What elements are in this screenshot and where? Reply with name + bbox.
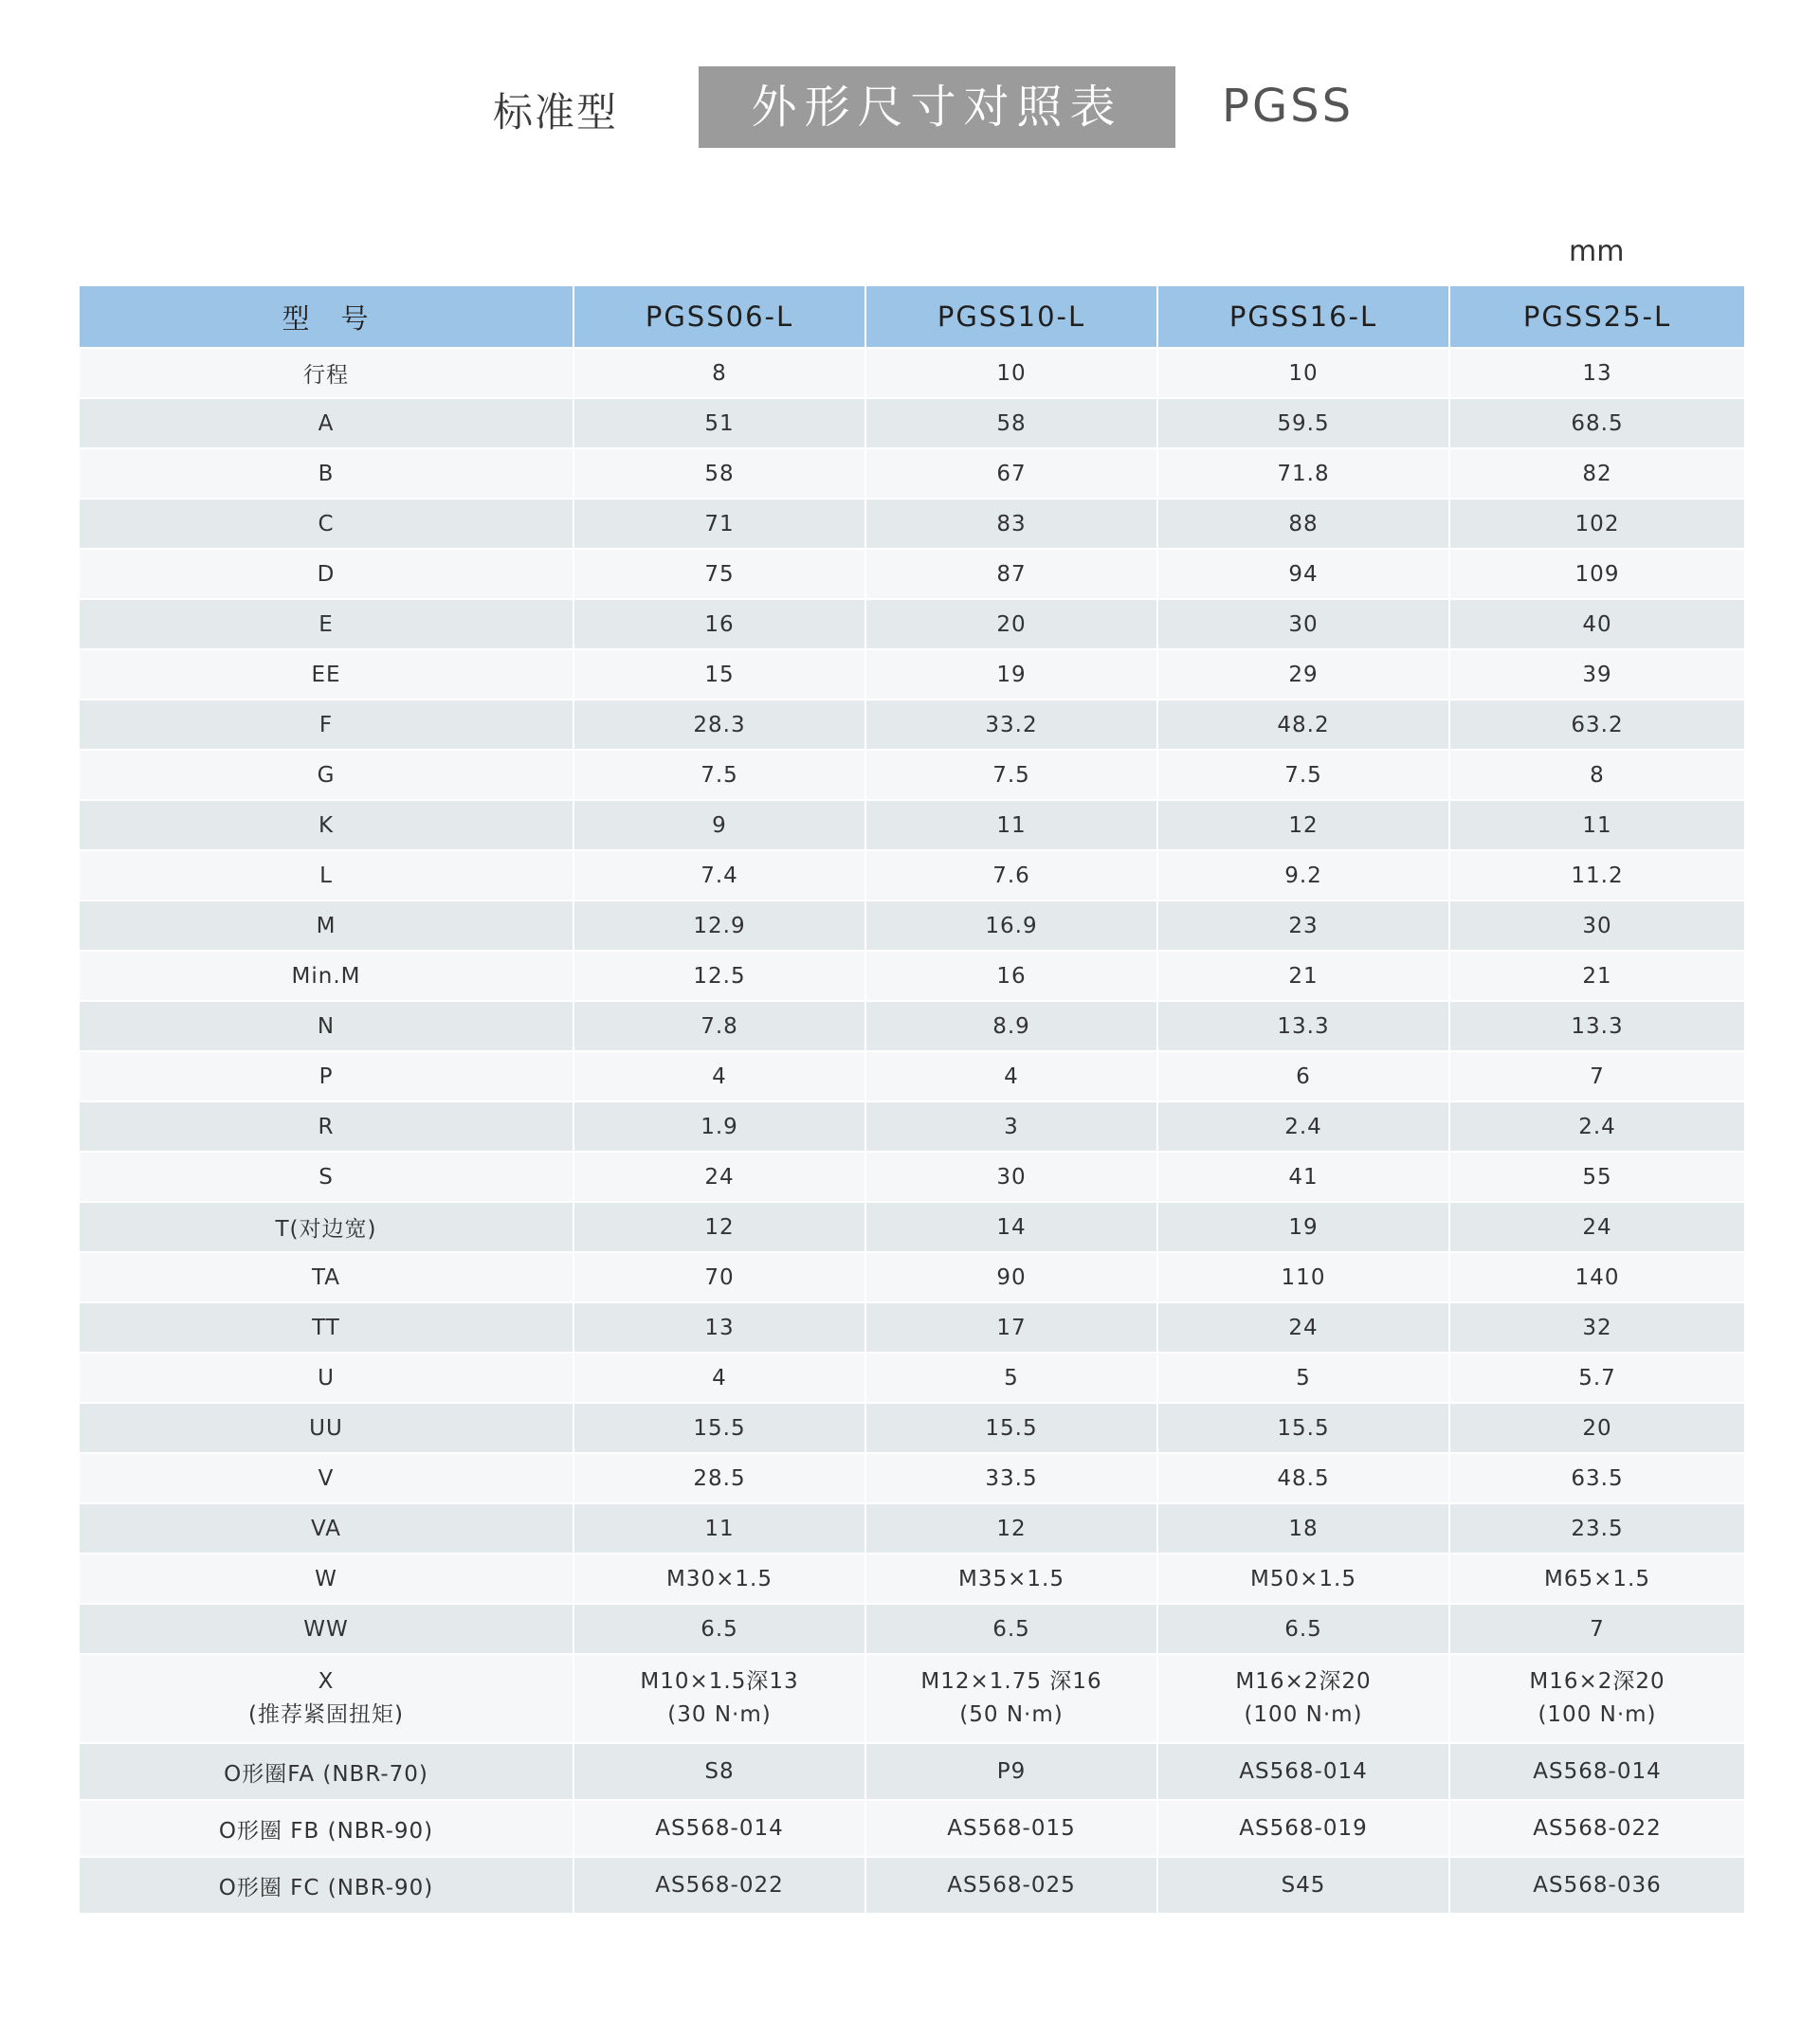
table-row <box>80 1251 1744 1301</box>
table-row <box>80 1603 1744 1653</box>
table-cell: 140 <box>1450 1251 1744 1301</box>
table-row <box>80 1301 1744 1352</box>
table-cell: 59.5 <box>1158 397 1450 447</box>
table-row <box>80 1799 1744 1856</box>
row-label: U <box>80 1352 574 1402</box>
table-cell: 1.9 <box>574 1100 866 1151</box>
table-cell: 10 <box>866 347 1158 397</box>
row-label: TT <box>80 1301 574 1352</box>
row-label-line: X <box>318 1669 335 1694</box>
series-type-label: 标准型 <box>493 89 619 136</box>
cell-thread-spec: M12×1.75 深16 <box>920 1669 1102 1694</box>
table-cell: 15 <box>574 648 866 699</box>
cell-torque: (100 N·m) <box>1538 1702 1657 1727</box>
table-cell: 33.2 <box>866 699 1158 749</box>
table-cell: 24 <box>1450 1201 1744 1251</box>
table-cell: 19 <box>1158 1201 1450 1251</box>
table-cell: 2.4 <box>1450 1100 1744 1151</box>
table-cell: 8 <box>574 347 866 397</box>
table-row <box>80 397 1744 447</box>
table-row <box>80 1050 1744 1100</box>
row-label: 行程 <box>80 347 574 397</box>
table-cell: 29 <box>1158 648 1450 699</box>
table-cell: 20 <box>866 598 1158 648</box>
table-cell: AS568-036 <box>1450 1856 1744 1913</box>
table-cell: 15.5 <box>574 1402 866 1452</box>
column-header-model: 型 号 <box>80 286 574 347</box>
table-cell: 48.2 <box>1158 699 1450 749</box>
table-cell: 6 <box>1158 1050 1450 1100</box>
unit-label: mm <box>1569 235 1625 268</box>
column-header: PGSS10-L <box>866 286 1158 347</box>
table-cell: AS568-015 <box>866 1799 1158 1856</box>
table-row <box>80 950 1744 1000</box>
row-label: G <box>80 749 574 799</box>
table-cell: AS568-014 <box>1158 1742 1450 1799</box>
table-cell: 24 <box>1158 1301 1450 1352</box>
cell-torque: (50 N·m) <box>959 1702 1064 1727</box>
table-row <box>80 1553 1744 1603</box>
table-row <box>80 1742 1744 1799</box>
table-cell: 9 <box>574 799 866 849</box>
table-cell: 75 <box>574 548 866 598</box>
table-cell: 30 <box>1450 900 1744 950</box>
cell-thread-spec: M10×1.5深13 <box>640 1669 799 1694</box>
table-cell: 6.5 <box>574 1603 866 1653</box>
row-label: VA <box>80 1502 574 1553</box>
table-row <box>80 1201 1744 1251</box>
table-cell: 21 <box>1450 950 1744 1000</box>
table-row <box>80 498 1744 548</box>
table-row <box>80 1402 1744 1452</box>
table-cell: 40 <box>1450 598 1744 648</box>
row-label: P <box>80 1050 574 1100</box>
table-cell <box>1158 1653 1450 1742</box>
row-label: V <box>80 1452 574 1502</box>
table-cell: 5 <box>1158 1352 1450 1402</box>
table-cell: P9 <box>866 1742 1158 1799</box>
table-cell: 7 <box>1450 1050 1744 1100</box>
page-title-banner: 外形尺寸对照表 <box>699 66 1175 148</box>
table-row <box>80 1502 1744 1553</box>
table-cell: M65×1.5 <box>1450 1553 1744 1603</box>
table-cell: 5.7 <box>1450 1352 1744 1402</box>
table-cell: M50×1.5 <box>1158 1553 1450 1603</box>
table-cell: 102 <box>1450 498 1744 548</box>
row-label: O形圈 FC (NBR-90) <box>80 1856 574 1913</box>
table-cell: 55 <box>1450 1151 1744 1201</box>
table-cell: 39 <box>1450 648 1744 699</box>
table-cell: 12.5 <box>574 950 866 1000</box>
table-cell: 7.5 <box>1158 749 1450 799</box>
table-cell: 30 <box>1158 598 1450 648</box>
table-cell: S8 <box>574 1742 866 1799</box>
table-cell: 4 <box>866 1050 1158 1100</box>
table-row <box>80 749 1744 799</box>
table-cell: 30 <box>866 1151 1158 1201</box>
table-cell: 2.4 <box>1158 1100 1450 1151</box>
table-cell: 15.5 <box>1158 1402 1450 1452</box>
table-cell: 70 <box>574 1251 866 1301</box>
table-row <box>80 1856 1744 1913</box>
table-cell: S45 <box>1158 1856 1450 1913</box>
table-cell: 4 <box>574 1050 866 1100</box>
table-cell <box>866 1653 1158 1742</box>
table-cell: 10 <box>1158 347 1450 397</box>
table-cell: 3 <box>866 1100 1158 1151</box>
row-label: L <box>80 849 574 900</box>
table-cell: 71 <box>574 498 866 548</box>
table-cell: AS568-014 <box>1450 1742 1744 1799</box>
table-cell: 13.3 <box>1450 1000 1744 1050</box>
table-cell: 7 <box>1450 1603 1744 1653</box>
table-cell: 68.5 <box>1450 397 1744 447</box>
row-label-note: (推荐紧固扭矩) <box>248 1702 404 1727</box>
table-cell: 110 <box>1158 1251 1450 1301</box>
table-row-x <box>80 1653 1744 1742</box>
table-cell: 11.2 <box>1450 849 1744 900</box>
table-cell: 13 <box>1450 347 1744 397</box>
row-label <box>80 1653 574 1742</box>
row-label: UU <box>80 1402 574 1452</box>
table-row <box>80 1452 1744 1502</box>
table-cell: 63.5 <box>1450 1452 1744 1502</box>
table-row <box>80 849 1744 900</box>
table-cell: 20 <box>1450 1402 1744 1452</box>
table-cell: 7.5 <box>866 749 1158 799</box>
table-cell: 71.8 <box>1158 447 1450 498</box>
table-cell: 9.2 <box>1158 849 1450 900</box>
row-label: B <box>80 447 574 498</box>
table-cell: 82 <box>1450 447 1744 498</box>
row-label: O形圈FA (NBR-70) <box>80 1742 574 1799</box>
row-label: F <box>80 699 574 749</box>
table-cell: 6.5 <box>866 1603 1158 1653</box>
table-cell: 11 <box>1450 799 1744 849</box>
page-header <box>0 66 1820 150</box>
row-label: TA <box>80 1251 574 1301</box>
row-label: K <box>80 799 574 849</box>
table-cell: 109 <box>1450 548 1744 598</box>
table-cell: 12 <box>574 1201 866 1251</box>
table-cell: M35×1.5 <box>866 1553 1158 1603</box>
dimension-table <box>80 286 1744 1913</box>
table-cell: 23 <box>1158 900 1450 950</box>
row-label: Min.M <box>80 950 574 1000</box>
table-row <box>80 447 1744 498</box>
table-cell: AS568-022 <box>1450 1799 1744 1856</box>
table-cell: 83 <box>866 498 1158 548</box>
column-header: PGSS16-L <box>1158 286 1450 347</box>
table-cell: AS568-019 <box>1158 1799 1450 1856</box>
table-cell: 51 <box>574 397 866 447</box>
table-cell: 58 <box>866 397 1158 447</box>
table-cell: 8 <box>1450 749 1744 799</box>
series-name: PGSS <box>1222 80 1355 133</box>
table-cell: 48.5 <box>1158 1452 1450 1502</box>
table-cell: 90 <box>866 1251 1158 1301</box>
row-label: D <box>80 548 574 598</box>
row-label: M <box>80 900 574 950</box>
table-row <box>80 1000 1744 1050</box>
table-cell <box>574 1653 866 1742</box>
table-cell: 12.9 <box>574 900 866 950</box>
table-cell: 94 <box>1158 548 1450 598</box>
table-row <box>80 548 1744 598</box>
table-cell: 58 <box>574 447 866 498</box>
row-label: O形圈 FB (NBR-90) <box>80 1799 574 1856</box>
table-cell: 32 <box>1450 1301 1744 1352</box>
table-row <box>80 900 1744 950</box>
table-row <box>80 799 1744 849</box>
cell-thread-spec: M16×2深20 <box>1529 1669 1665 1694</box>
table-row <box>80 1352 1744 1402</box>
table-cell: 87 <box>866 548 1158 598</box>
table-cell: 13 <box>574 1301 866 1352</box>
table-cell: 13.3 <box>1158 1000 1450 1050</box>
table-cell: 21 <box>1158 950 1450 1000</box>
table-cell: 12 <box>1158 799 1450 849</box>
row-label: W <box>80 1553 574 1603</box>
column-header: PGSS06-L <box>574 286 866 347</box>
table-row <box>80 1100 1744 1151</box>
row-label: S <box>80 1151 574 1201</box>
table-cell: 16 <box>574 598 866 648</box>
cell-thread-spec: M16×2深20 <box>1235 1669 1372 1694</box>
row-label: C <box>80 498 574 548</box>
table-row <box>80 699 1744 749</box>
table-cell: 4 <box>574 1352 866 1402</box>
table-cell: 18 <box>1158 1502 1450 1553</box>
cell-torque: (30 N·m) <box>667 1702 772 1727</box>
table-cell: 23.5 <box>1450 1502 1744 1553</box>
table-cell: 15.5 <box>866 1402 1158 1452</box>
table-cell: 63.2 <box>1450 699 1744 749</box>
row-label: EE <box>80 648 574 699</box>
table-cell: 88 <box>1158 498 1450 548</box>
table-cell: 28.5 <box>574 1452 866 1502</box>
table-cell <box>1450 1653 1744 1742</box>
table-cell: 6.5 <box>1158 1603 1450 1653</box>
table-row <box>80 347 1744 397</box>
row-label: N <box>80 1000 574 1050</box>
table-cell: 16.9 <box>866 900 1158 950</box>
table-cell: 7.4 <box>574 849 866 900</box>
row-label: WW <box>80 1603 574 1653</box>
row-label: T(对边宽) <box>80 1201 574 1251</box>
table-row <box>80 648 1744 699</box>
table-cell: AS568-022 <box>574 1856 866 1913</box>
table-cell: 14 <box>866 1201 1158 1251</box>
table-body <box>80 347 1744 1913</box>
row-label: E <box>80 598 574 648</box>
table-cell: 19 <box>866 648 1158 699</box>
table-cell: 11 <box>866 799 1158 849</box>
table-cell: 28.3 <box>574 699 866 749</box>
table-cell: 12 <box>866 1502 1158 1553</box>
table-cell: 41 <box>1158 1151 1450 1201</box>
column-header: PGSS25-L <box>1450 286 1744 347</box>
table-cell: 7.5 <box>574 749 866 799</box>
dimension-table-container <box>80 286 1744 1913</box>
table-cell: 33.5 <box>866 1452 1158 1502</box>
table-cell: 67 <box>866 447 1158 498</box>
table-cell: 5 <box>866 1352 1158 1402</box>
table-cell: 16 <box>866 950 1158 1000</box>
table-cell: AS568-014 <box>574 1799 866 1856</box>
table-header-row <box>80 286 1744 347</box>
table-cell: 8.9 <box>866 1000 1158 1050</box>
table-cell: 17 <box>866 1301 1158 1352</box>
table-cell: AS568-025 <box>866 1856 1158 1913</box>
table-cell: 7.6 <box>866 849 1158 900</box>
table-row <box>80 1151 1744 1201</box>
table-cell: M30×1.5 <box>574 1553 866 1603</box>
table-cell: 24 <box>574 1151 866 1201</box>
cell-torque: (100 N·m) <box>1244 1702 1363 1727</box>
table-cell: 11 <box>574 1502 866 1553</box>
table-row <box>80 598 1744 648</box>
row-label: R <box>80 1100 574 1151</box>
table-cell: 7.8 <box>574 1000 866 1050</box>
row-label: A <box>80 397 574 447</box>
